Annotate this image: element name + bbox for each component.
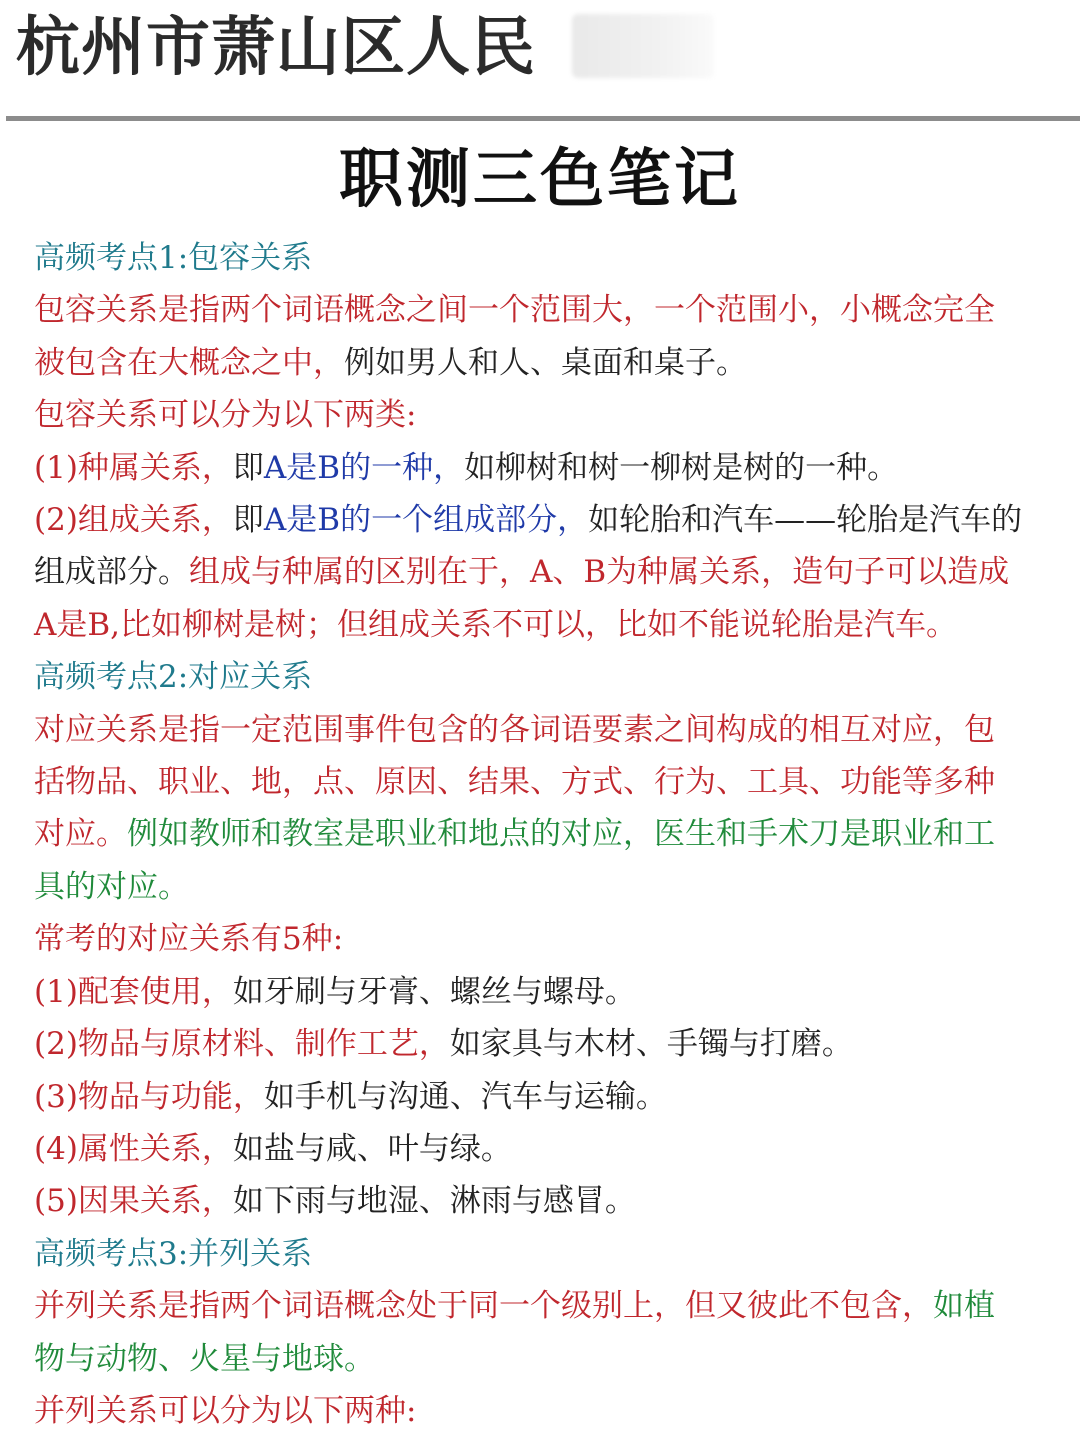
definition-text: 对应关系是指一定范围事件包含的各词语要素之间构成的相互对应，包 (34, 711, 995, 748)
section-heading: 高频考点2:对应关系 (34, 659, 313, 696)
types-intro: 包容关系可以分为以下两类: (34, 397, 417, 434)
types-intro: 并列关系可以分为以下两种: (34, 1392, 417, 1429)
item-label: (4)属性关系， (34, 1130, 233, 1167)
item-example: 如家具与木材、手镯与打磨。 (449, 1026, 853, 1063)
item-example: 组成部分。 (34, 554, 189, 591)
item-text: 即 (232, 449, 264, 486)
item-label: (5)因果关系， (34, 1183, 233, 1220)
example-text: 具的对应。 (34, 868, 189, 905)
header-divider (6, 116, 1080, 121)
item-example: 如手机与沟通、汽车与运输。 (263, 1078, 667, 1115)
item-text: 即 (232, 502, 264, 539)
paragraph-line (34, 284, 1050, 336)
item-highlight: A是B的一个组成部分， (263, 502, 589, 539)
page-header (0, 0, 1080, 116)
list-item (34, 1175, 1050, 1227)
paragraph-line (34, 1280, 1050, 1332)
definition-text: 括物品、职业、地，点、原因、结果、方式、行为、工具、功能等多种 (34, 764, 995, 801)
header-title: 杭州市萧山区人民 (16, 11, 536, 85)
list-item (34, 1018, 1050, 1070)
list-item (34, 494, 1050, 546)
types-intro: 常考的对应关系有5种: (34, 921, 344, 958)
definition-text: 并列关系是指两个词语概念处于同一个级别上，但又彼此不包含， (34, 1288, 933, 1325)
example-text: 如植 (933, 1288, 995, 1325)
definition-text: 被包含在大概念之中， (34, 344, 344, 381)
item-label: (2)组成关系， (34, 502, 233, 539)
item-label: (2)物品与原材料、制作工艺， (34, 1026, 450, 1063)
section-heading: 高频考点3:并列关系 (34, 1235, 313, 1272)
item-label: (1)种属关系， (34, 449, 233, 486)
list-item (34, 1071, 1050, 1123)
redacted-blur (572, 14, 714, 78)
paragraph-line (34, 546, 1050, 598)
item-example: 如牙刷与牙膏、螺丝与螺母。 (232, 973, 636, 1010)
notes-body (34, 232, 1050, 1437)
paragraph-line (34, 337, 1050, 389)
list-item (34, 442, 1050, 494)
definition-text: 包容关系是指两个词语概念之间一个范围大，一个范围小，小概念完全 (34, 292, 995, 329)
item-example: 如下雨与地湿、淋雨与感冒。 (232, 1183, 636, 1220)
definition-text: 对应。 (34, 816, 127, 853)
example-text: 物与动物、火星与地球。 (34, 1340, 375, 1377)
section-heading: 高频考点1:包容关系 (34, 240, 313, 276)
note-text: 组成与种属的区别在于，A、B为种属关系，造句子可以造成 (189, 554, 1010, 591)
paragraph-line (34, 808, 1050, 860)
document-title: 职测三色笔记 (339, 142, 741, 217)
item-highlight: A是B的一种， (263, 449, 465, 486)
item-label: (3)物品与功能， (34, 1078, 264, 1115)
item-example: 如盐与咸、叶与绿。 (232, 1130, 512, 1167)
item-example: 如轮胎和汽车——轮胎是汽车的 (588, 502, 1023, 539)
item-example: 如柳树和树一柳树是树的一种。 (464, 449, 899, 486)
example-text: 例如教师和教室是职业和地点的对应，医生和手术刀是职业和工 (127, 816, 995, 853)
note-text: A是B,比如柳树是树；但组成关系不可以，比如不能说轮胎是汽车。 (34, 606, 958, 643)
item-label: (1)配套使用， (34, 973, 233, 1010)
list-item (34, 1123, 1050, 1175)
example-text: 例如男人和人、桌面和桌子。 (344, 344, 747, 381)
list-item (34, 966, 1050, 1018)
